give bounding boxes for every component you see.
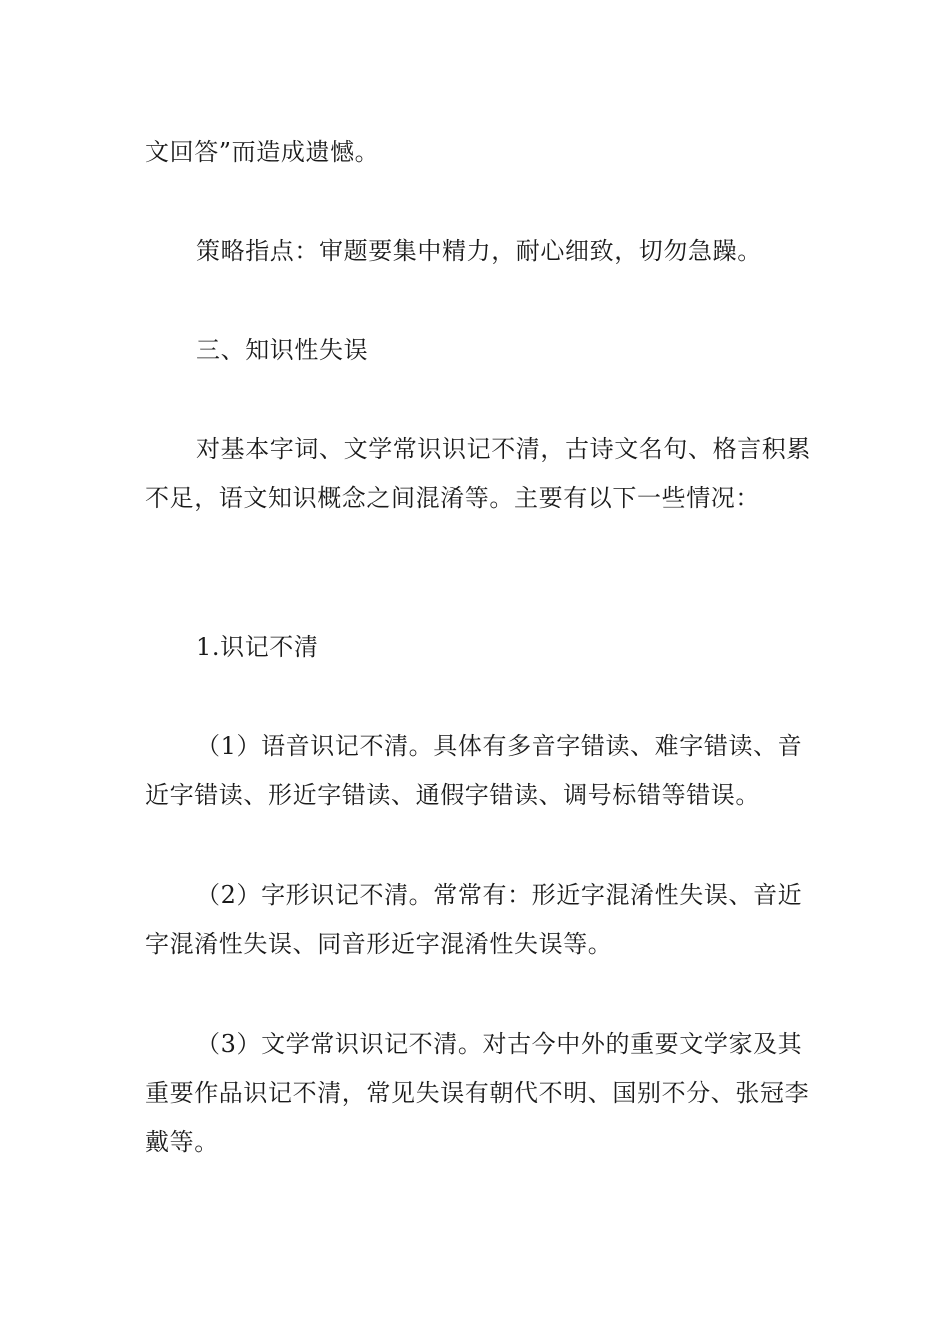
paragraph-strategy-tip: 策略指点：审题要集中精力，耐心细致，切勿急躁。 [196, 237, 762, 265]
list-item-character-form: （2）字形识记不清。常常有：形近字混淆性失误、音近字混淆性失误、同音形近字混淆性失误等。 [145, 881, 803, 958]
list-item-pronunciation: （1）语音识记不清。具体有多音字错读、难字错读、音近字错读、形近字错读、通假字错读、调号标错等错误。 [145, 732, 803, 809]
section-heading-knowledge-errors: 三、知识性失误 [196, 336, 369, 364]
paragraph-knowledge-errors-intro: 对基本字词、文学常识识记不清，古诗文名句、格言积累不足，语文知识概念之间混淆等。主要有以下一些情况： [145, 435, 811, 512]
subheading-unclear-memory: 1.识记不清 [196, 633, 319, 661]
list-item-literary-knowledge: （3）文学常识识记不清。对古今中外的重要文学家及其重要作品识记不清，常见失误有朝代不明、国别不分、张冠李戴等。 [145, 1030, 810, 1156]
paragraph-continuation: 文回答”而造成遗憾。 [145, 138, 380, 166]
